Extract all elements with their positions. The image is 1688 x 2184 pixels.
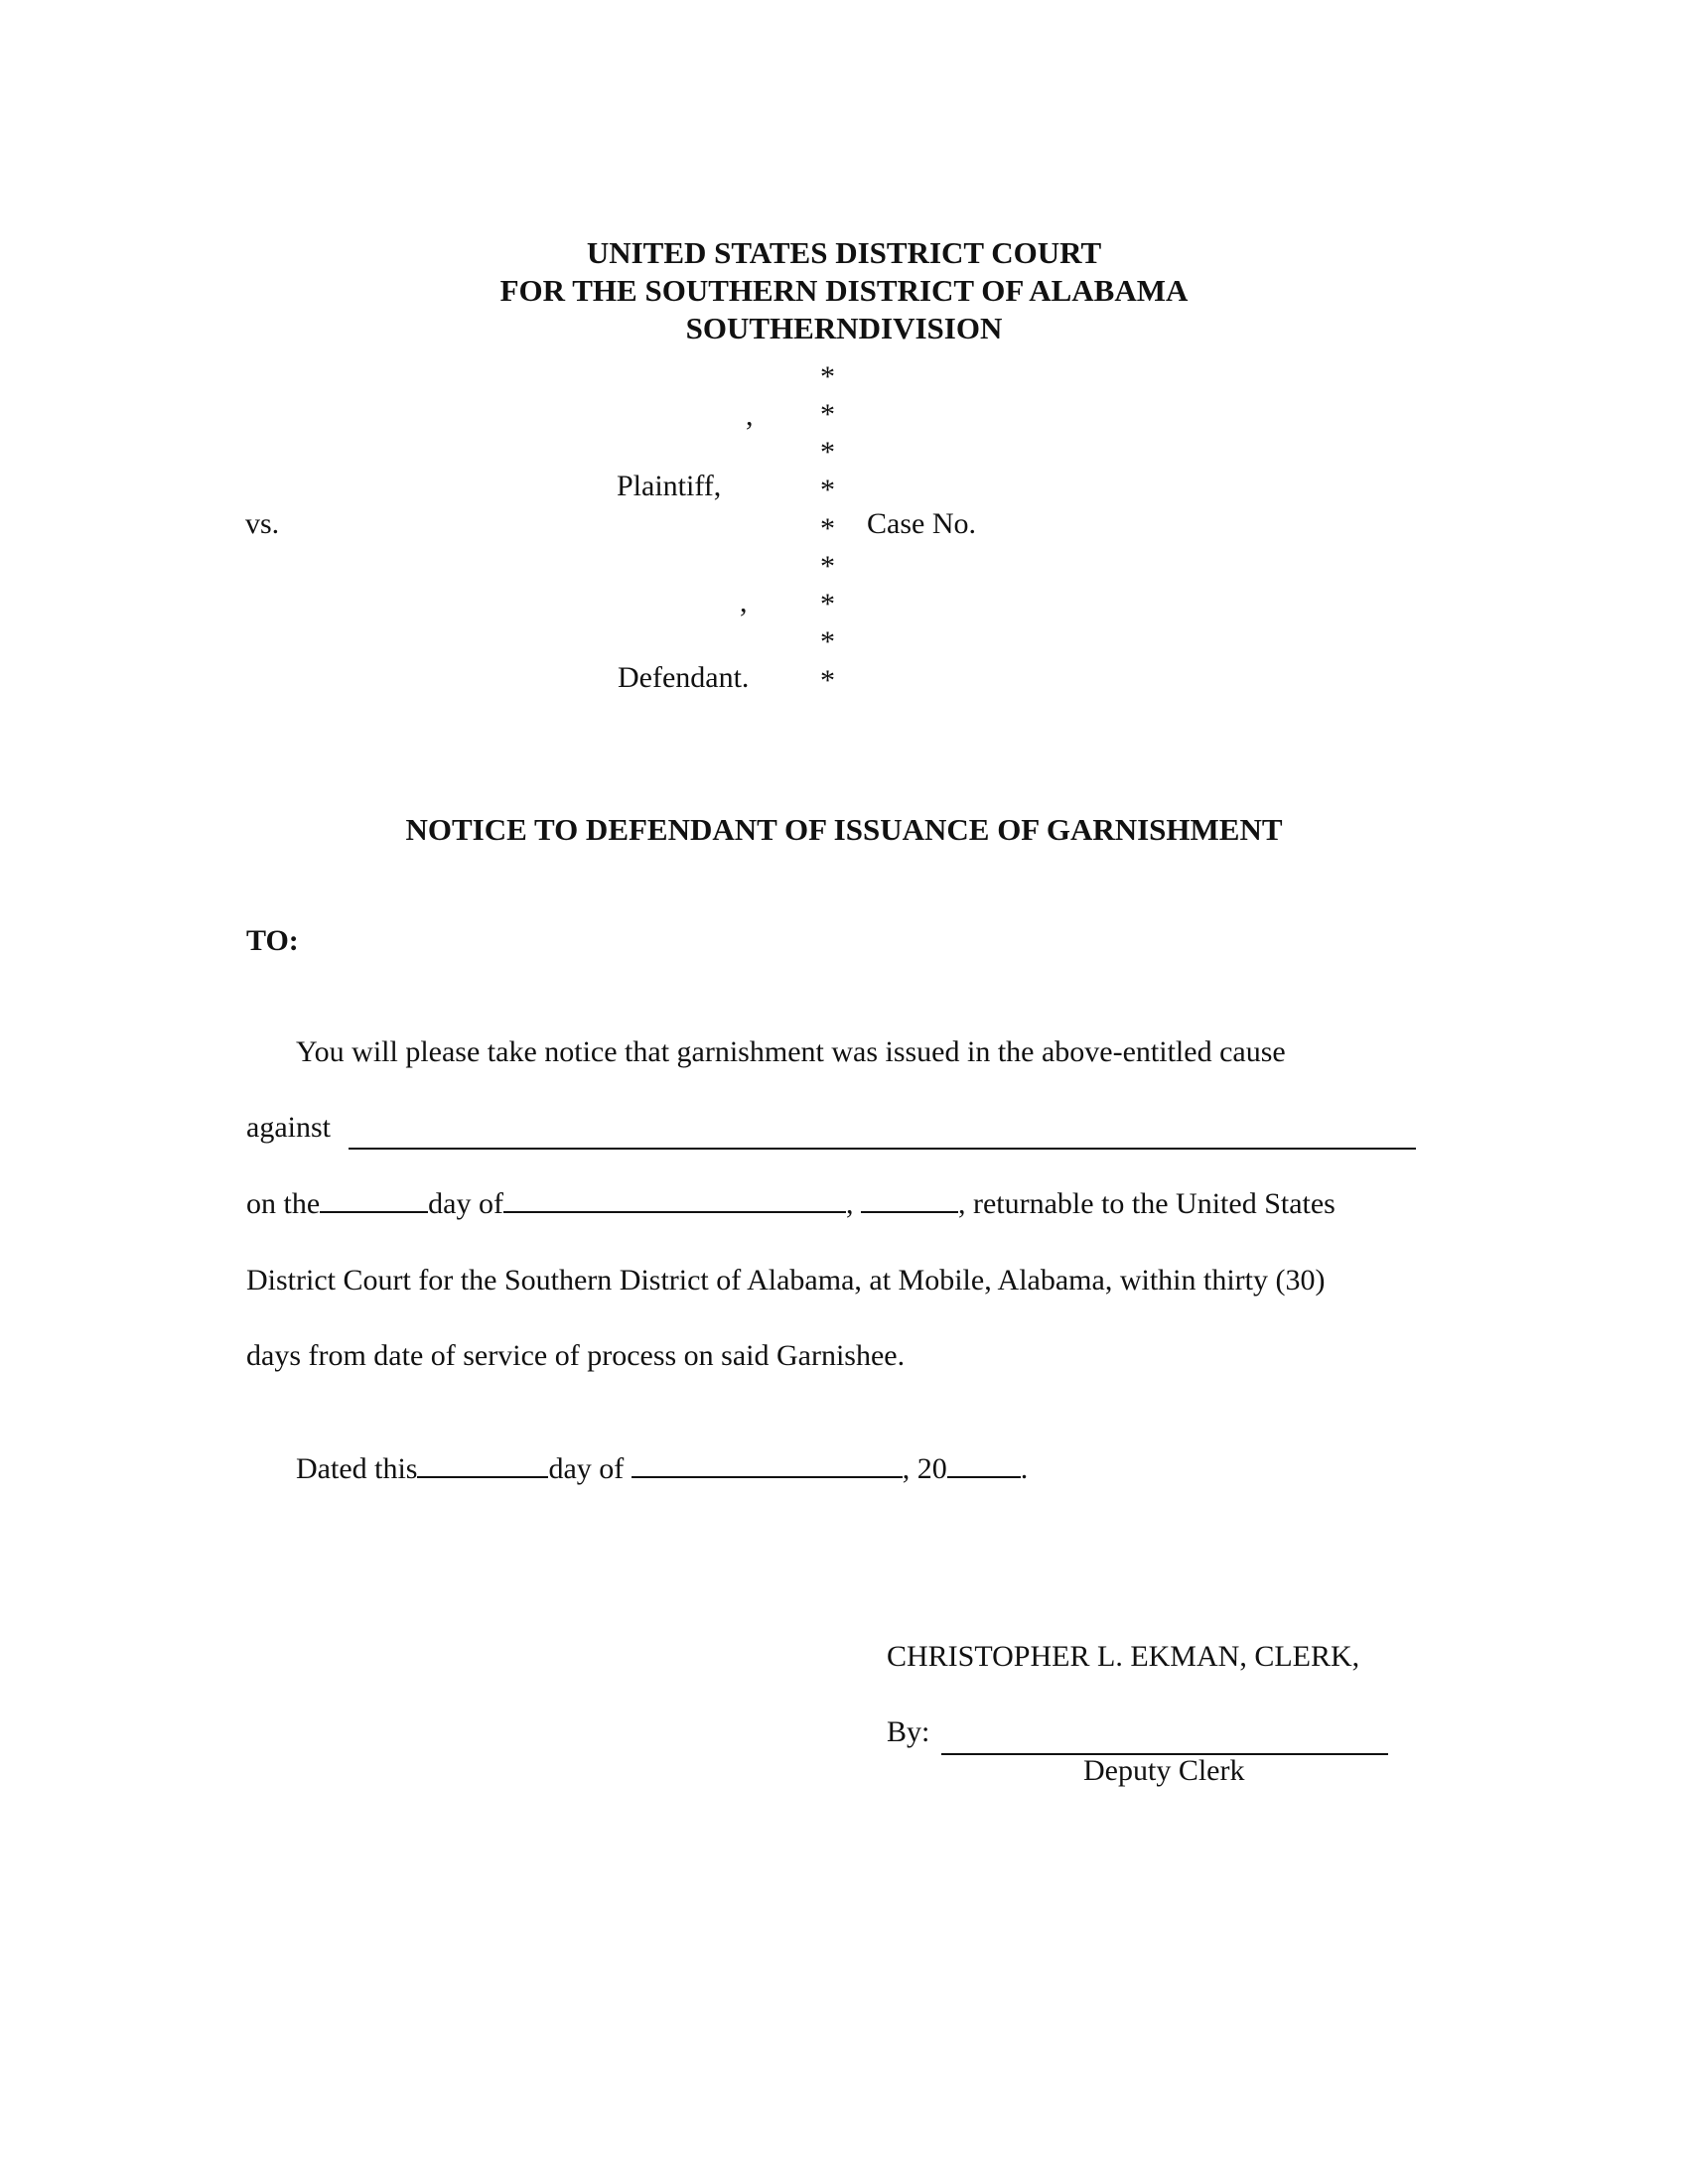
dated-year-blank[interactable] — [947, 1452, 1021, 1478]
notice-body-line-4: District Court for the Southern District of Alabama, at Mobile, Alabama, within thirty (30) — [246, 1264, 1326, 1297]
defendant-label: Defendant. — [618, 661, 750, 694]
dated-period: . — [1020, 1452, 1029, 1485]
dated-year-prefix: , 20 — [902, 1452, 947, 1485]
division-name: SOUTHERNDIVISION — [685, 311, 1003, 345]
divider-star: * — [820, 625, 835, 658]
divider-star: * — [820, 550, 835, 583]
versus-label: vs. — [245, 507, 280, 540]
notice-body-line-1: You will please take notice that garnishment was issued in the above-entitled cause — [296, 1035, 1286, 1068]
plaintiff-name-comma: , — [746, 399, 754, 432]
to-label: TO: — [246, 924, 299, 957]
day-of-text: day of — [428, 1187, 503, 1220]
issue-day-blank[interactable] — [320, 1187, 428, 1213]
dated-this-text: Dated this — [296, 1452, 418, 1485]
against-label: against — [246, 1111, 331, 1144]
divider-star: * — [820, 664, 835, 697]
defendant-name-comma: , — [740, 586, 748, 618]
divider-star: * — [820, 360, 835, 393]
by-label: By: — [887, 1715, 930, 1748]
notice-body-line-3 — [246, 1187, 1336, 1221]
dated-month-blank[interactable] — [632, 1452, 903, 1478]
dated-day-blank[interactable] — [417, 1452, 548, 1478]
dated-day-of-text: day of — [548, 1452, 625, 1485]
divider-star: * — [820, 474, 835, 506]
divider-star: * — [820, 398, 835, 431]
plaintiff-label: Plaintiff, — [617, 470, 722, 502]
on-the-text: on the — [246, 1187, 321, 1220]
dated-line — [296, 1452, 1028, 1486]
comma-text: , — [845, 1187, 854, 1220]
issue-year-blank[interactable] — [861, 1187, 958, 1213]
returnable-text: , returnable to the United States — [957, 1187, 1336, 1220]
divider-star: * — [820, 512, 835, 545]
case-number-label: Case No. — [867, 507, 976, 540]
court-name: UNITED STATES DISTRICT COURT — [586, 235, 1102, 270]
garnishee-name-blank[interactable] — [349, 1148, 1416, 1150]
notice-body-line-5: days from date of service of process on said Garnishee. — [246, 1339, 906, 1372]
district-name: FOR THE SOUTHERN DISTRICT OF ALABAMA — [499, 273, 1189, 308]
divider-star: * — [820, 588, 835, 620]
issue-month-blank[interactable] — [503, 1187, 846, 1213]
deputy-clerk-title: Deputy Clerk — [1083, 1754, 1245, 1787]
divider-star: * — [820, 436, 835, 469]
clerk-name: CHRISTOPHER L. EKMAN, CLERK, — [887, 1640, 1360, 1673]
notice-title: NOTICE TO DEFENDANT OF ISSUANCE OF GARNISHMENT — [405, 812, 1283, 847]
